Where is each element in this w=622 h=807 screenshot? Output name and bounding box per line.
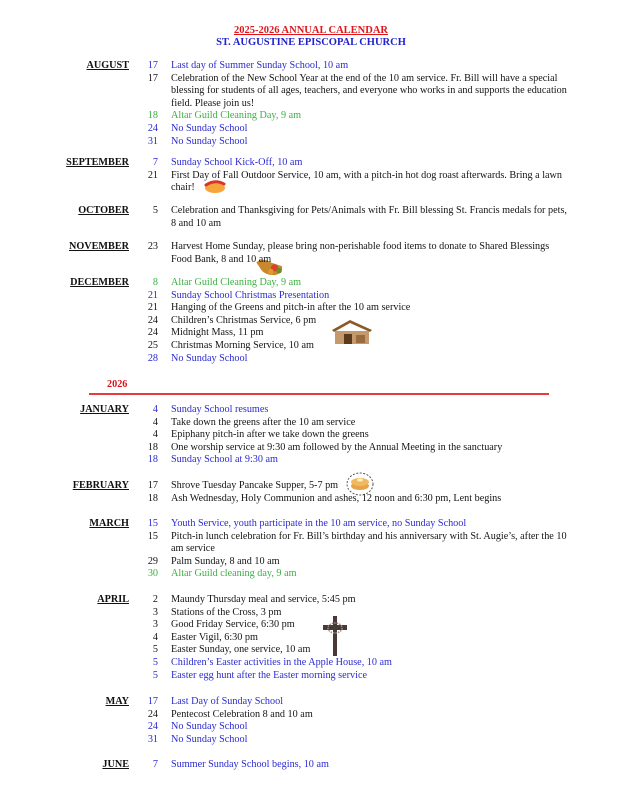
event-day: 24 [147, 314, 158, 326]
event-day: 29 [147, 555, 158, 567]
month-section-december [0, 277, 622, 365]
event-row [0, 429, 622, 442]
month-heading: DECEMBER [70, 277, 129, 288]
event-day: 15 [147, 530, 158, 542]
month-heading: APRIL [97, 594, 129, 605]
event-text: Shrove Tuesday Pancake Supper, 5-7 pm [171, 480, 339, 491]
event-row [0, 73, 622, 111]
event-text: Last day of Summer Sunday School, 10 am [171, 60, 349, 71]
event-text: Good Friday Service, 6:30 pm [171, 619, 295, 631]
event-text: Harvest Home Sunday, please bring non-perishable food items to donate to Shared Blessings Food Bank, 8 and 10 am [171, 241, 550, 265]
event-row [0, 442, 622, 455]
event-row [0, 759, 622, 772]
month-section-august [0, 60, 622, 148]
month-heading: MAY [105, 696, 129, 707]
event-row [0, 493, 622, 506]
month-heading: NOVEMBER [69, 241, 129, 252]
month-heading: OCTOBER [78, 205, 129, 216]
event-row [0, 518, 622, 531]
month-heading: FEBRUARY [72, 480, 129, 491]
event-text: Celebration of the New School Year at the end of the 10 am service. Fr. Bill will have a special blessing for students of all ages, teachers, and everyone who works in and supports the education field. Please join us! [171, 72, 567, 109]
month-section-june [0, 759, 622, 772]
event-day: 5 [152, 669, 158, 681]
month-heading: SEPTEMBER [66, 157, 129, 168]
event-day: 31 [147, 135, 158, 147]
event-day: 4 [152, 429, 158, 441]
event-day: 5 [152, 644, 158, 656]
event-text: Ash Wednesday, Holy Communion and ashes, 12 noon and 6:30 pm, Lent begins [171, 492, 502, 504]
event-text: Stations of the Cross, 3 pm [171, 606, 282, 618]
event-row [0, 644, 622, 657]
event-text: No Sunday School [171, 733, 248, 745]
event-row [0, 632, 622, 645]
event-text: Pentecost Celebration 8 and 10 am [171, 708, 313, 720]
event-day: 5 [152, 656, 158, 668]
event-text: Pitch-in lunch celebration for Fr. Bill’s birthday and his anniversary with St. Augie’s, after the 10 am service [171, 530, 567, 555]
event-row [0, 531, 622, 556]
month-section-february [0, 480, 622, 505]
event-day: 18 [147, 441, 158, 453]
event-day: 4 [152, 416, 158, 428]
event-day: 4 [152, 631, 158, 643]
event-row [0, 302, 622, 315]
event-day: 17 [147, 60, 158, 71]
event-text: Easter egg hunt after the Easter morning service [171, 669, 368, 681]
event-text: Christmas Morning Service, 10 am [171, 339, 314, 351]
event-text: Hanging of the Greens and pitch-in after the 10 am service [171, 302, 411, 314]
church-name: ST. AUGUSTINE EPISCOPAL CHURCH [216, 37, 406, 48]
event-text: Easter Vigil, 6:30 pm [171, 631, 258, 643]
event-day: 25 [147, 339, 158, 351]
month-section-january [0, 404, 622, 467]
event-day: 21 [147, 289, 158, 301]
month-section-april [0, 594, 622, 682]
event-day: 15 [147, 518, 158, 529]
event-row [0, 480, 622, 493]
event-day: 21 [147, 169, 158, 181]
event-row [0, 454, 622, 467]
event-text: Maundy Thursday meal and service, 5:45 pm [171, 594, 356, 605]
month-section-may [0, 696, 622, 746]
event-row [0, 657, 622, 670]
event-row [0, 568, 622, 581]
event-row [0, 619, 622, 632]
calendar-title: 2025-2026 ANNUAL CALENDAR [233, 25, 388, 36]
event-day: 2 [152, 594, 158, 605]
event-row [0, 290, 622, 303]
event-text: Sunday School Christmas Presentation [171, 289, 330, 301]
event-day: 21 [147, 302, 158, 314]
event-row [0, 315, 622, 328]
event-day: 24 [147, 122, 158, 134]
event-day: 24 [147, 327, 158, 339]
event-row [0, 170, 622, 195]
event-text: First Day of Fall Outdoor Service, 10 am, with a pitch-in hot dog roast afterwards. Bring a lawn chair! [171, 169, 563, 194]
event-text: Altar Guild Cleaning Day, 9 am [171, 277, 302, 288]
event-day: 17 [147, 480, 158, 491]
event-text: No Sunday School [171, 721, 248, 733]
event-row [0, 594, 622, 607]
event-text: Sunday School at 9:30 am [171, 454, 278, 466]
event-row [0, 277, 622, 290]
event-text: Altar Guild Cleaning Day, 9 am [171, 110, 302, 122]
event-day: 31 [147, 733, 158, 745]
event-text: One worship service at 9:30 am followed by the Annual Meeting in the sanctuary [171, 441, 503, 453]
event-text: Summer Sunday School begins, 10 am [171, 759, 329, 770]
event-day: 5 [152, 205, 158, 216]
event-row [0, 734, 622, 747]
event-text: Altar Guild cleaning day, 9 am [171, 568, 297, 580]
event-day: 3 [152, 606, 158, 618]
event-day: 30 [147, 568, 158, 580]
event-text: Children’s Easter activities in the Apple House, 10 am [171, 656, 392, 668]
event-day: 24 [147, 721, 158, 733]
event-day: 18 [147, 110, 158, 122]
event-row [0, 123, 622, 136]
month-section-march [0, 518, 622, 581]
year-divider-line [89, 393, 549, 395]
event-row [0, 709, 622, 722]
event-day: 18 [147, 492, 158, 504]
event-text: Palm Sunday, 8 and 10 am [171, 555, 280, 567]
event-day: 17 [147, 72, 158, 84]
event-text: Midnight Mass, 11 pm [171, 327, 264, 339]
event-text: No Sunday School [171, 352, 248, 364]
event-text: Youth Service, youth participate in the 10 am service, no Sunday School [171, 518, 467, 529]
event-text: Sunday School resumes [171, 404, 269, 415]
event-text: Children’s Christmas Service, 6 pm [171, 314, 317, 326]
month-section-november [0, 241, 622, 266]
event-day: 7 [152, 759, 158, 770]
event-day: 23 [147, 241, 158, 252]
event-row [0, 556, 622, 569]
event-row [0, 241, 622, 266]
event-text: Celebration and Thanksgiving for Pets/Animals with Fr. Bill blessing St. Francis medals for pets, 8 and 10 am [171, 205, 567, 229]
month-heading: JUNE [102, 759, 129, 770]
month-section-october [0, 205, 622, 230]
event-row [0, 404, 622, 417]
event-day: 7 [152, 157, 158, 168]
event-row [0, 670, 622, 683]
event-text: Last Day of Sunday School [171, 696, 284, 707]
event-row [0, 340, 622, 353]
event-text: No Sunday School [171, 122, 248, 134]
event-row [0, 721, 622, 734]
event-text: Easter Sunday, one service, 10 am [171, 644, 311, 656]
event-day: 3 [152, 619, 158, 631]
year-divider-label: 2026 [107, 379, 128, 390]
event-text: Sunday School Kick-Off, 10 am [171, 157, 303, 168]
event-row [0, 205, 622, 230]
event-day: 4 [152, 404, 158, 415]
month-heading: AUGUST [86, 60, 129, 71]
event-row [0, 110, 622, 123]
month-heading: MARCH [89, 518, 129, 529]
event-row [0, 607, 622, 620]
event-day: 8 [152, 277, 158, 288]
event-text: No Sunday School [171, 135, 248, 147]
event-day: 17 [147, 696, 158, 707]
event-row [0, 60, 622, 73]
event-row [0, 353, 622, 366]
event-day: 18 [147, 454, 158, 466]
month-heading: JANUARY [80, 404, 129, 415]
event-day: 28 [147, 352, 158, 364]
event-row [0, 417, 622, 430]
event-text: Take down the greens after the 10 am service [171, 416, 356, 428]
month-section-september [0, 157, 622, 195]
event-day: 24 [147, 708, 158, 720]
event-row [0, 696, 622, 709]
event-row [0, 157, 622, 170]
event-text: Epiphany pitch-in after we take down the greens [171, 429, 369, 441]
event-row [0, 327, 622, 340]
event-row [0, 136, 622, 149]
